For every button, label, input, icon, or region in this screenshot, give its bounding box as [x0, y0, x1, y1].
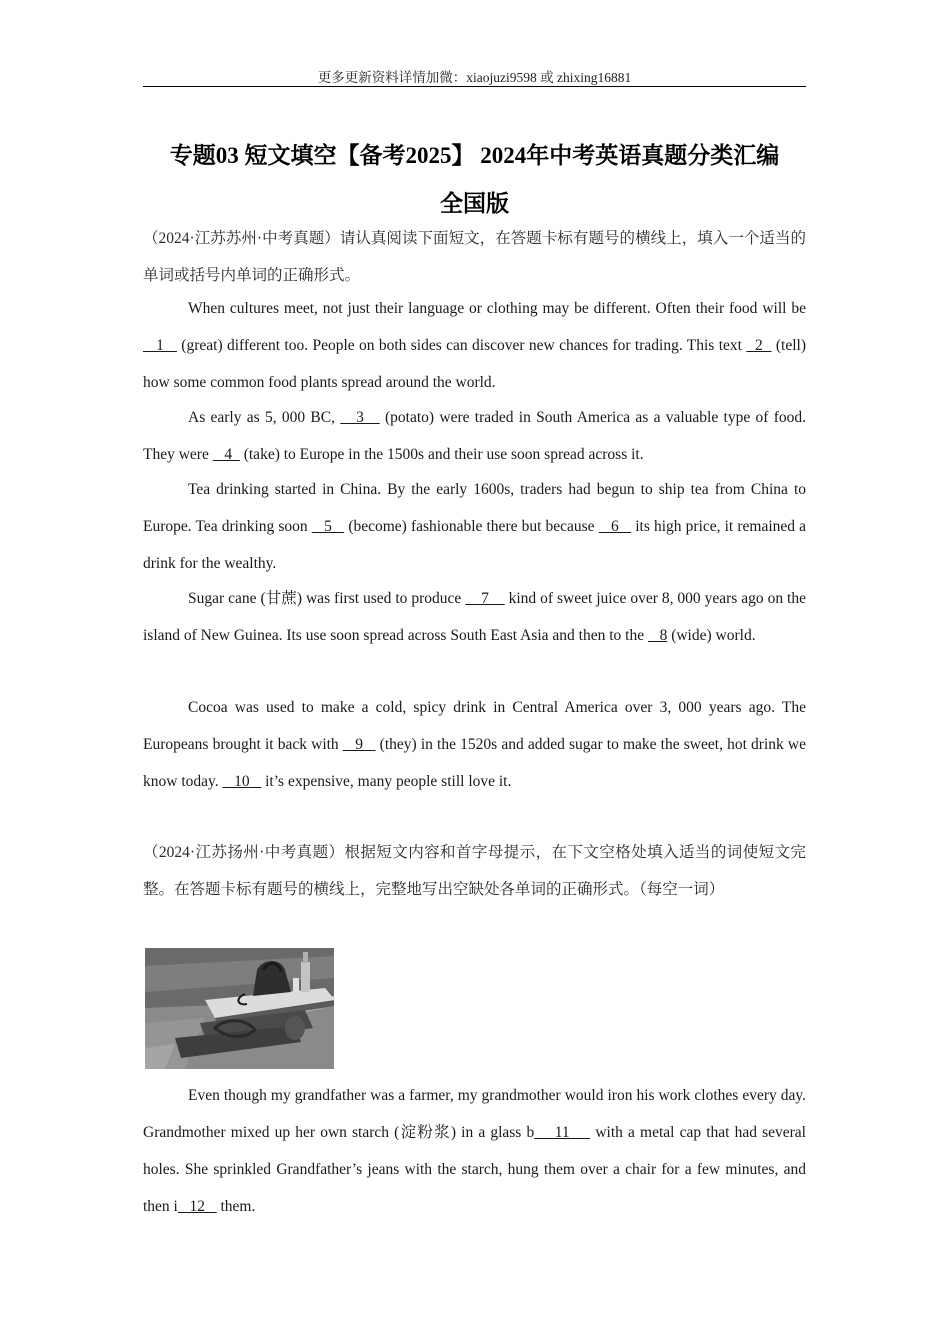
- header-divider: [143, 86, 806, 87]
- blank-1: 1: [143, 337, 177, 354]
- blank-10: 10: [222, 773, 262, 790]
- blank-11: 11: [534, 1124, 591, 1141]
- blank-9: 9: [342, 736, 376, 753]
- section1-paragraph-4: [143, 580, 806, 654]
- paragraph-text: (wide) world.: [667, 627, 756, 644]
- section2-intro: （2024·江苏扬州·中考真题）根据短文内容和首字母提示，在下文空格处填入适当的词使短文完整。在答题卡标有题号的横线上，完整地写出空缺处各单词的正确形式。（每空一词）: [143, 844, 806, 898]
- paragraph-text: it’s expensive, many people still love it.: [261, 773, 512, 790]
- paragraph-text: (tell) how some common food plants spread around the world.: [143, 337, 807, 391]
- paragraph-text: Tea drinking started in China. By the early 1600s, traders had begun to ship tea from China to Europe. Tea drinking soon: [143, 481, 806, 535]
- paragraph-text: As early as 5, 000 BC,: [188, 409, 341, 426]
- paragraph-text: them.: [216, 1198, 256, 1215]
- paragraph-text: (potato) were traded in South America as a valuable type of food. They were: [143, 409, 806, 463]
- paragraph-text: (take) to Europe in the 1500s and their use soon spread across it.: [239, 446, 644, 463]
- paragraph-text: its high price, it remained a drink for the wealthy.: [143, 518, 807, 572]
- section1-intro: （2024·江苏苏州·中考真题）请认真阅读下面短文，在答题卡标有题号的横线上，填入一个适当的单词或括号内单词的正确形式。: [143, 230, 806, 284]
- paragraph-text: When cultures meet, not just their language or clothing may be different. Often their food will be: [188, 300, 806, 317]
- section1-paragraph-5: [143, 689, 806, 800]
- paragraph-text: (become) fashionable there but because: [344, 518, 599, 535]
- section2-paragraph-1: [143, 1077, 806, 1225]
- title-line-1: 专题03 短文填空【备考2025】 2024年中考英语真题分类汇编: [169, 143, 780, 168]
- blank-12: 12: [177, 1198, 217, 1215]
- blank-2: 2: [746, 337, 772, 354]
- paragraph-text: with a metal cap that had several holes. She sprinkled Grandfather’s jeans with the starch, hung them over a chair for a few minutes, and then i: [143, 1124, 806, 1215]
- blank-5: 5: [311, 518, 345, 535]
- paragraph-text: (great) different too. People on both sides can discover new chances for trading. This text: [176, 337, 747, 354]
- blank-3: 3: [340, 409, 380, 426]
- section1-paragraph-2: [143, 399, 806, 473]
- paragraph-text: kind of sweet juice over 8, 000 years ago on the island of New Guinea. Its use soon spread across South East Asia and then to the: [143, 590, 806, 644]
- paragraph-text: Cocoa was used to make a cold, spicy drink in Central America over 3, 000 years ago. The Europeans brought it back with: [143, 699, 806, 753]
- paragraph-text: Even though my grandfather was a farmer, my grandmother would iron his work clothes every day. Grandmother mixed up her own starch (淀粉浆) in a glass b: [143, 1087, 806, 1141]
- blank-7: 7: [465, 590, 505, 607]
- page-header: 更多更新资料详情加微：xiaojuzi9598 或 zhixing16881: [317, 70, 632, 85]
- iron-on-bench-photo: [145, 948, 334, 1069]
- paragraph-text: (they) in the 1520s and added sugar to make the sweet, hot drink we know today.: [143, 736, 807, 790]
- blank-6: 6: [598, 518, 632, 535]
- blank-8: 8: [647, 627, 668, 644]
- section1-paragraph-1: [143, 290, 806, 401]
- paragraph-text: Sugar cane (甘蔗) was first used to produce: [188, 590, 466, 607]
- section1-paragraph-3: [143, 471, 806, 582]
- page-title: [143, 132, 806, 228]
- title-line-2: 全国版: [440, 191, 509, 216]
- blank-4: 4: [212, 446, 240, 463]
